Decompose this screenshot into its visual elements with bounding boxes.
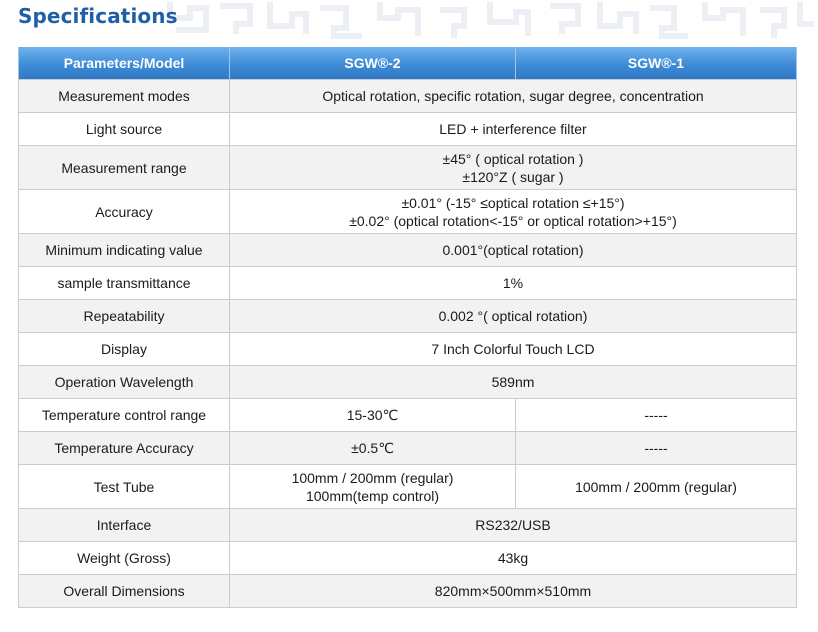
row-value-sgw2: ±0.5℃ (230, 432, 516, 465)
table-row-weight-gross (19, 542, 797, 575)
table-row-test-tube (19, 465, 797, 509)
row-label: Temperature Accuracy (19, 432, 230, 465)
table-row-minimum-indicating-value (19, 234, 797, 267)
table-row-measurement-modes (19, 80, 797, 113)
page-title: Specifications (18, 4, 178, 28)
table-row-operation-wavelength (19, 366, 797, 399)
row-value: ±0.01° (-15° ≤optical rotation ≤+15°) ±0.02° (optical rotation<-15° or optical rotation>+15°) (230, 190, 797, 234)
table-row-sample-transmittance (19, 267, 797, 300)
row-value: RS232/USB (230, 509, 797, 542)
row-label: Display (19, 333, 230, 366)
row-label: Temperature control range (19, 399, 230, 432)
row-label: Accuracy (19, 190, 230, 234)
row-value-sgw1: 100mm / 200mm (regular) (516, 465, 797, 509)
table-header-row (19, 47, 797, 80)
specifications-table (18, 47, 797, 608)
row-label: Weight (Gross) (19, 542, 230, 575)
table-row-accuracy (19, 190, 797, 234)
row-label: Operation Wavelength (19, 366, 230, 399)
row-value-sgw2: 15-30℃ (230, 399, 516, 432)
table-row-overall-dimensions (19, 575, 797, 608)
row-label: sample transmittance (19, 267, 230, 300)
row-value: 0.001°(optical rotation) (230, 234, 797, 267)
header-parameters-model: Parameters/Model (19, 47, 230, 80)
row-value: 43kg (230, 542, 797, 575)
row-value: ±45° ( optical rotation ) ±120°Z ( sugar ) (230, 146, 797, 190)
row-label: Measurement modes (19, 80, 230, 113)
row-label: Test Tube (19, 465, 230, 509)
table-row-temperature-accuracy (19, 432, 797, 465)
table-row-interface (19, 509, 797, 542)
header-model-sgw1: SGW®-1 (516, 47, 797, 80)
table-row-light-source (19, 113, 797, 146)
row-label: Minimum indicating value (19, 234, 230, 267)
table-row-repeatability (19, 300, 797, 333)
row-label: Measurement range (19, 146, 230, 190)
row-value: Optical rotation, specific rotation, sugar degree, concentration (230, 80, 797, 113)
row-value: 0.002 °( optical rotation) (230, 300, 797, 333)
row-value: 7 Inch Colorful Touch LCD (230, 333, 797, 366)
row-value: LED + interference filter (230, 113, 797, 146)
row-label: Light source (19, 113, 230, 146)
row-label: Overall Dimensions (19, 575, 230, 608)
row-value: 1% (230, 267, 797, 300)
table-row-measurement-range (19, 146, 797, 190)
row-label: Repeatability (19, 300, 230, 333)
header-model-sgw2: SGW®-2 (230, 47, 516, 80)
row-value: 820mm×500mm×510mm (230, 575, 797, 608)
row-value-sgw1: ----- (516, 399, 797, 432)
row-value: 589nm (230, 366, 797, 399)
table-row-display (19, 333, 797, 366)
row-label: Interface (19, 509, 230, 542)
table-row-temperature-control-range (19, 399, 797, 432)
row-value-sgw2: 100mm / 200mm (regular) 100mm(temp control) (230, 465, 516, 509)
row-value-sgw1: ----- (516, 432, 797, 465)
